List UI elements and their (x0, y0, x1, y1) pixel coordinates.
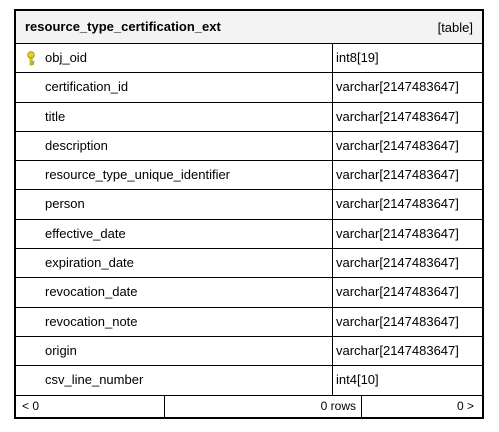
column-row (16, 248, 482, 277)
column-name: certification_id (45, 79, 129, 95)
column-name: origin (45, 342, 77, 358)
column-divider (332, 220, 333, 248)
column-type: varchar[2147483647] (336, 137, 459, 153)
table-kind: [table] (437, 20, 473, 35)
column-name: revocation_date (45, 284, 138, 300)
column-row (16, 365, 482, 394)
column-type: varchar[2147483647] (336, 342, 459, 358)
column-divider (332, 73, 333, 101)
column-type: varchar[2147483647] (336, 284, 459, 300)
column-list (16, 43, 482, 395)
column-type: varchar[2147483647] (336, 196, 459, 212)
column-divider (332, 161, 333, 189)
column-divider (332, 190, 333, 218)
column-name: description (45, 137, 108, 153)
column-row (16, 43, 482, 72)
column-name: effective_date (45, 225, 126, 241)
column-divider (332, 249, 333, 277)
column-name: obj_oid (45, 50, 87, 65)
column-type: int4[10] (336, 372, 379, 388)
next-page-label: 0 > (456, 399, 474, 413)
column-row (16, 189, 482, 218)
column-divider (332, 132, 333, 160)
next-page-cell[interactable] (362, 396, 482, 417)
column-type: varchar[2147483647] (336, 225, 459, 241)
column-row (16, 277, 482, 306)
column-name: expiration_date (45, 255, 134, 271)
column-type: varchar[2147483647] (336, 79, 459, 95)
column-divider (332, 366, 333, 394)
column-name: revocation_note (45, 313, 138, 329)
table-header (16, 11, 482, 43)
column-row (16, 160, 482, 189)
column-name: csv_line_number (45, 372, 144, 388)
table-entity (14, 9, 484, 419)
key-icon (26, 51, 36, 66)
row-count: 0 rows (320, 399, 356, 413)
column-name: person (45, 196, 85, 212)
column-row (16, 72, 482, 101)
column-divider (332, 308, 333, 336)
column-row (16, 131, 482, 160)
column-type: int8[19] (336, 50, 379, 65)
column-divider (332, 337, 333, 365)
column-row (16, 336, 482, 365)
column-type: varchar[2147483647] (336, 255, 459, 271)
column-divider (332, 44, 333, 72)
column-row (16, 307, 482, 336)
column-type: varchar[2147483647] (336, 167, 459, 183)
column-type: varchar[2147483647] (336, 313, 459, 329)
table-name: resource_type_certification_ext (25, 19, 221, 34)
column-row (16, 219, 482, 248)
column-divider (332, 278, 333, 306)
column-divider (332, 103, 333, 131)
column-row (16, 102, 482, 131)
row-count-cell (165, 396, 362, 417)
previous-page-label: < 0 (22, 399, 40, 413)
column-name: title (45, 108, 66, 124)
previous-page-cell[interactable] (16, 396, 165, 417)
column-name: resource_type_unique_identifier (45, 167, 231, 183)
table-footer (16, 395, 482, 417)
column-type: varchar[2147483647] (336, 108, 459, 124)
